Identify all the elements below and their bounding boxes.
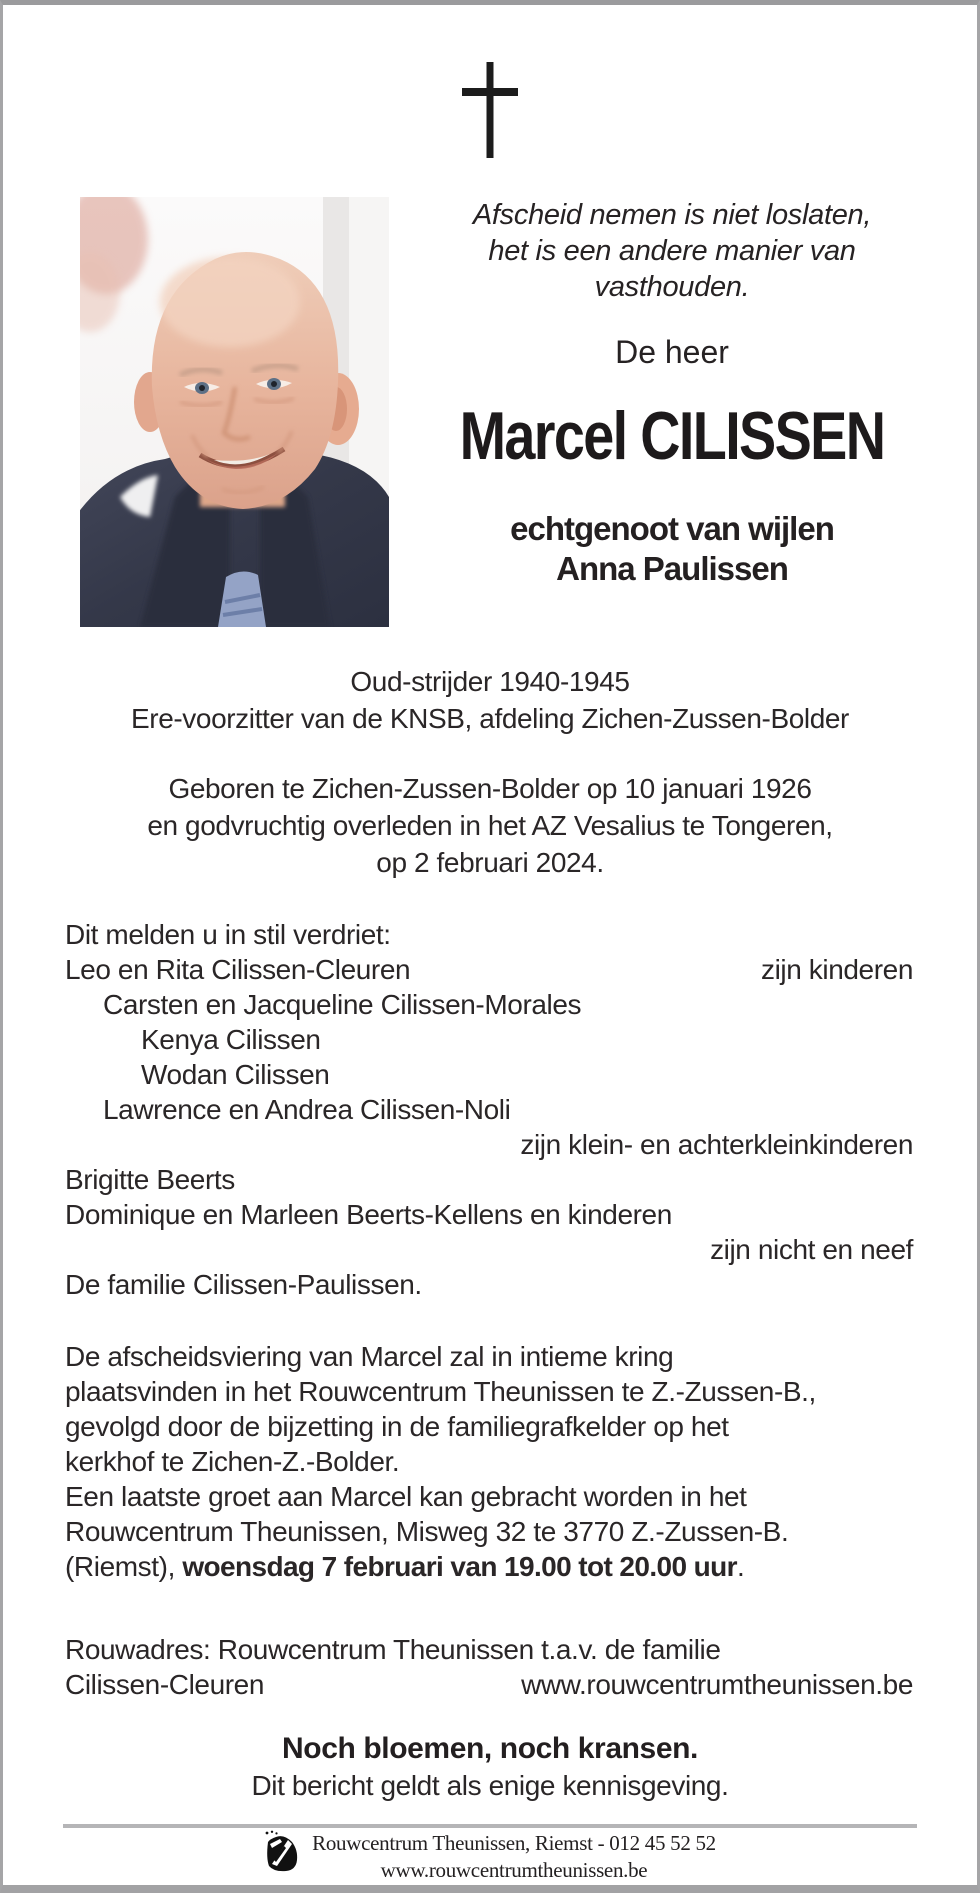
family-member: Brigitte Beerts xyxy=(65,1164,235,1195)
spouse-line: echtgenoot van wijlen xyxy=(510,510,834,547)
spouse-lines xyxy=(403,509,941,589)
rouwadres-line: Rouwadres: Rouwcentrum Theunissen t.a.v. de familie xyxy=(65,1634,721,1665)
honors-block xyxy=(3,663,977,737)
family-row xyxy=(65,952,913,987)
family-member: Dominique en Marleen Beerts-Kellens en kinderen xyxy=(65,1199,672,1230)
family-member: Kenya Cilissen xyxy=(141,1024,321,1055)
deceased-name xyxy=(403,398,941,474)
service-line: Een laatste groet aan Marcel kan gebracht worden in het xyxy=(65,1481,747,1512)
closing-block xyxy=(3,1730,977,1804)
rouwadres-line xyxy=(65,1667,913,1702)
quote-line: Afscheid nemen is niet loslaten, xyxy=(472,199,872,231)
life-line: op 2 februari 2024. xyxy=(376,847,604,878)
announcement-intro xyxy=(65,917,913,952)
family-row xyxy=(65,987,913,1022)
footer xyxy=(3,1830,977,1884)
portrait-illustration xyxy=(80,197,389,627)
family-member: Carsten en Jacqueline Cilissen-Morales xyxy=(103,989,582,1020)
hero-text-column xyxy=(403,197,941,589)
family-relation: zijn klein- en achterkleinkinderen xyxy=(520,1129,913,1160)
rouwadres-block xyxy=(65,1632,913,1702)
family-relation: zijn nicht en neef xyxy=(710,1234,913,1265)
family-member: Lawrence en Andrea Cilissen-Noli xyxy=(103,1094,511,1125)
service-line: plaatsvinden in het Rouwcentrum Theunissen te Z.-Zussen-B., xyxy=(65,1376,816,1407)
life-block xyxy=(3,770,977,881)
closing-normal-line: Dit bericht geldt als enige kennisgeving. xyxy=(251,1770,729,1801)
portrait-photo xyxy=(80,197,389,627)
service-line: kerkhof te Zichen-Z.-Bolder. xyxy=(65,1446,400,1477)
rouwadres-family-name: Cilissen-Cleuren xyxy=(65,1669,265,1700)
funeral-home-logo-icon xyxy=(264,1830,300,1872)
service-line: De afscheidsviering van Marcel zal in intieme kring xyxy=(65,1341,674,1372)
family-row xyxy=(65,1232,913,1267)
visitation-prefix: (Riemst), xyxy=(65,1551,183,1582)
honors-line: Oud-strijder 1940-1945 xyxy=(350,666,630,697)
family-relation: zijn kinderen xyxy=(761,954,913,985)
family-row xyxy=(65,1197,913,1232)
family-announcement xyxy=(65,917,913,1302)
honors-line: Ere-voorzitter van de KNSB, afdeling Zichen-Zussen-Bolder xyxy=(131,703,849,734)
spouse-line: Anna Paulissen xyxy=(556,550,788,587)
footer-divider xyxy=(63,1824,917,1828)
announcement-intro-text: Dit melden u in stil verdriet: xyxy=(65,919,391,950)
footer-contact-line: Rouwcentrum Theunissen, Riemst - 012 45 52 52 xyxy=(312,1831,716,1855)
life-line: en godvruchtig overleden in het AZ Vesalius te Tongeren, xyxy=(147,810,833,841)
quote-line: vasthouden. xyxy=(594,271,750,303)
visitation-line xyxy=(65,1549,913,1584)
deceased-name-text: Marcel CILISSEN xyxy=(459,398,885,474)
life-line: Geboren te Zichen-Zussen-Bolder op 10 januari 1926 xyxy=(168,773,812,804)
family-row xyxy=(65,1057,913,1092)
family-member: Wodan Cilissen xyxy=(141,1059,330,1090)
cross-icon xyxy=(462,62,518,158)
family-row xyxy=(65,1267,913,1302)
closing-bold-line: Noch bloemen, noch kransen. xyxy=(282,1732,698,1765)
service-line: gevolgd door de bijzetting in de familiegrafkelder op het xyxy=(65,1411,729,1442)
hero-section xyxy=(3,197,977,627)
memorial-quote xyxy=(403,197,941,305)
salutation: De heer xyxy=(615,334,729,370)
family-row xyxy=(65,1162,913,1197)
family-member: Leo en Rita Cilissen-Cleuren xyxy=(65,954,411,985)
family-member: De familie Cilissen-Paulissen. xyxy=(65,1269,422,1300)
service-line: Rouwcentrum Theunissen, Misweg 32 te 3770 Z.-Zussen-B. xyxy=(65,1516,789,1547)
family-row xyxy=(65,1022,913,1057)
family-row xyxy=(65,1127,913,1162)
service-paragraph xyxy=(65,1339,913,1584)
visitation-datetime: woensdag 7 februari van 19.00 tot 20.00 uur xyxy=(182,1551,737,1582)
footer-text xyxy=(312,1830,716,1884)
family-row xyxy=(65,1092,913,1127)
visitation-suffix: . xyxy=(736,1551,745,1582)
quote-line: het is een andere manier van xyxy=(488,235,856,267)
rouwadres-website: www.rouwcentrumtheunissen.be xyxy=(521,1669,913,1700)
cross-section xyxy=(3,62,977,158)
footer-website-line: www.rouwcentrumtheunissen.be xyxy=(380,1858,648,1882)
